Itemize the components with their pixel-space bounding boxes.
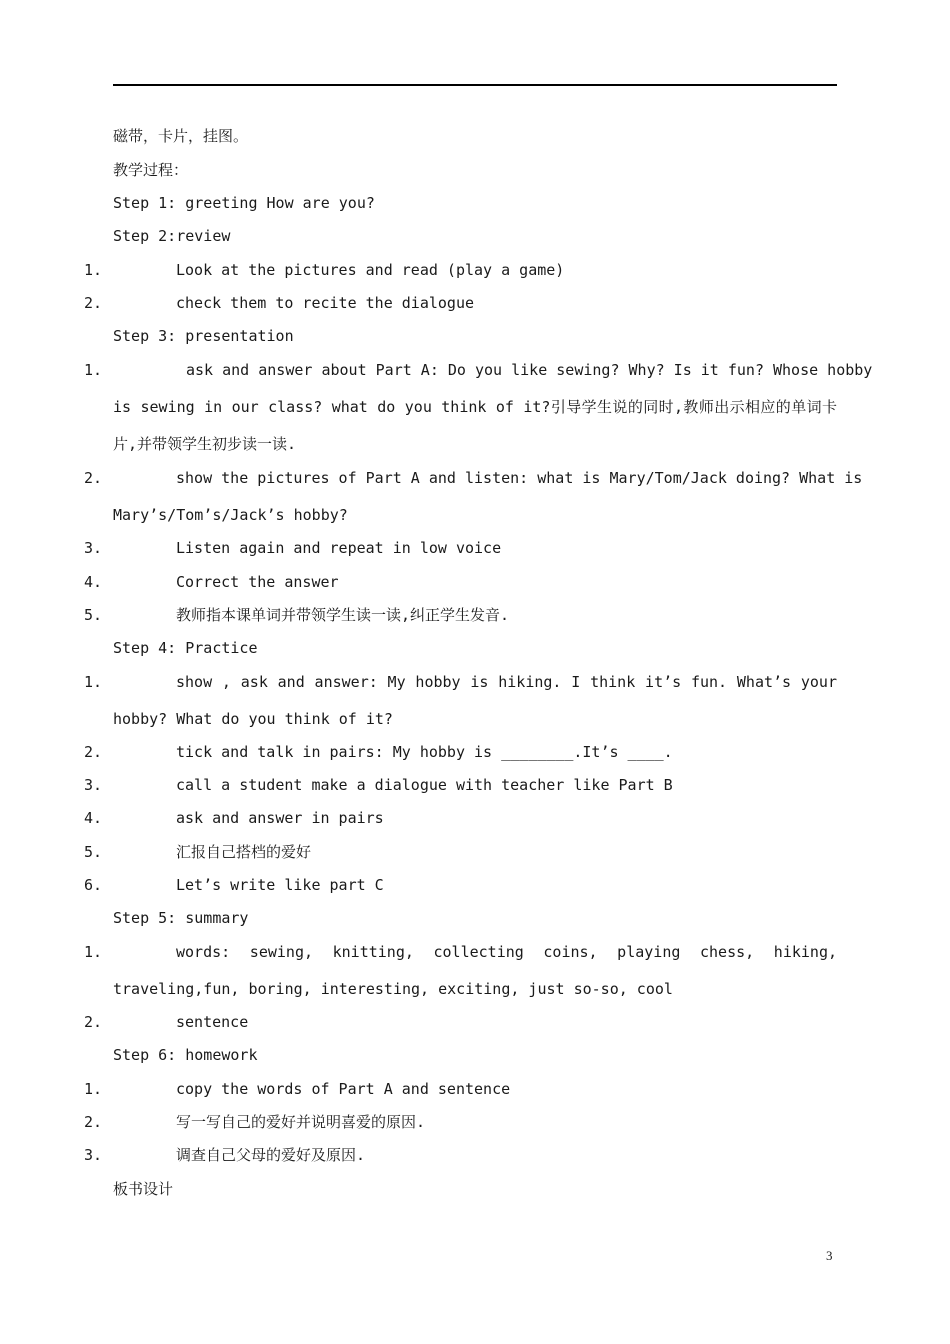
list-item: words: sewing, knitting, collecting coins, playing chess, hiking, [176, 943, 837, 961]
list-item: ask and answer about Part A: Do you like sewing? Why? Is it fun? Whose hobby [186, 361, 873, 379]
step2-title: Step 2:review [113, 227, 231, 245]
list-number: 1. [84, 673, 103, 691]
list-item-continuation: is sewing in our class? what do you think of it?引导学生说的同时,教师出示相应的单词卡 [113, 398, 837, 416]
list-number: 4. [84, 809, 103, 827]
header-rule [113, 84, 837, 86]
list-item: check them to recite the dialogue [176, 294, 475, 312]
step4-title: Step 4: Practice [113, 639, 258, 657]
step6-title: Step 6: homework [113, 1046, 258, 1064]
list-number: 1. [84, 361, 103, 379]
list-item: 教师指本课单词并带领学生读一读,纠正学生发音. [176, 606, 510, 624]
list-number: 1. [84, 261, 103, 279]
page-number: 3 [826, 1248, 833, 1263]
step3-title: Step 3: presentation [113, 327, 294, 345]
process-heading: 教学过程： [113, 161, 189, 179]
list-number: 1. [84, 1080, 103, 1098]
list-number: 2. [84, 1013, 103, 1031]
list-item-continuation: hobby? What do you think of it? [113, 710, 393, 728]
list-number: 5. [84, 606, 103, 624]
list-number: 2. [84, 469, 103, 487]
list-item: show the pictures of Part A and listen: what is Mary/Tom/Jack doing? What is [176, 469, 863, 487]
list-item: sentence [176, 1013, 249, 1031]
list-number: 4. [84, 573, 103, 591]
list-item-continuation: traveling,fun, boring, interesting, exciting, just so-so, cool [113, 980, 673, 998]
list-item: Listen again and repeat in low voice [176, 539, 502, 557]
list-item: Let’s write like part C [176, 876, 384, 894]
list-number: 6. [84, 876, 103, 894]
list-item: tick and talk in pairs: My hobby is ________.It’s ____. [176, 743, 673, 761]
list-number: 3. [84, 776, 103, 794]
list-item: Correct the answer [176, 573, 339, 591]
list-number: 3. [84, 539, 103, 557]
list-item-continuation: Mary’s/Tom’s/Jack’s hobby? [113, 506, 348, 524]
step1-line: Step 1: greeting How are you? [113, 194, 375, 212]
list-number: 2. [84, 743, 103, 761]
list-item: 写一写自己的爱好并说明喜爱的原因. [176, 1113, 426, 1131]
list-number: 5. [84, 843, 103, 861]
board-design-heading: 板书设计 [113, 1180, 174, 1198]
list-item: Look at the pictures and read (play a game) [176, 261, 565, 279]
list-item: 调查自己父母的爱好及原因. [176, 1146, 366, 1164]
step5-title: Step 5: summary [113, 909, 249, 927]
list-item: copy the words of Part A and sentence [176, 1080, 511, 1098]
list-number: 2. [84, 1113, 103, 1131]
list-number: 3. [84, 1146, 103, 1164]
list-item-continuation: 片,并带领学生初步读一读. [113, 435, 297, 453]
list-number: 2. [84, 294, 103, 312]
list-item: call a student make a dialogue with teacher like Part B [176, 776, 673, 794]
list-item: show , ask and answer: My hobby is hiking. I think it’s fun. What’s your [176, 673, 837, 691]
materials-line: 磁带，卡片，挂图。 [113, 127, 249, 145]
list-item: ask and answer in pairs [176, 809, 384, 827]
list-number: 1. [84, 943, 103, 961]
list-item: 汇报自己搭档的爱好 [176, 843, 312, 861]
